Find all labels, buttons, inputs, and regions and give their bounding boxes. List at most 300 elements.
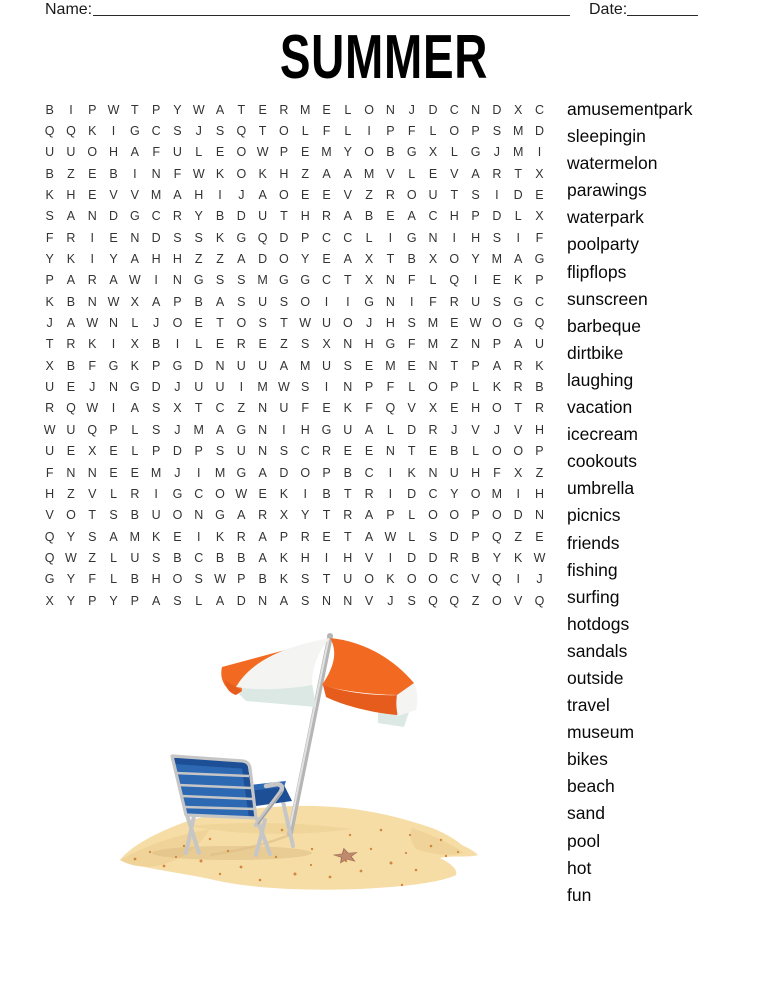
- grid-letter: A: [130, 401, 139, 416]
- grid-letter: B: [130, 508, 139, 523]
- grid-letter: G: [129, 124, 140, 139]
- grid-letter: P: [535, 273, 544, 288]
- grid-letter: W: [86, 316, 99, 331]
- grid-letter: L: [472, 380, 480, 395]
- grid-letter: B: [535, 380, 544, 395]
- grid-letter: F: [429, 294, 437, 309]
- grid-letter: Q: [257, 230, 268, 245]
- grid-letter: D: [492, 102, 502, 117]
- grid-letter: H: [151, 572, 161, 587]
- grid-letter: F: [493, 465, 501, 480]
- grid-letter: D: [449, 529, 459, 544]
- grid-letter: P: [386, 508, 395, 523]
- grid-letter: L: [344, 124, 352, 139]
- grid-letter: J: [365, 316, 373, 331]
- grid-letter: T: [386, 252, 395, 267]
- grid-letter: Y: [66, 529, 76, 544]
- grid-letter: H: [172, 252, 182, 267]
- grid-letter: T: [450, 358, 459, 373]
- grid-letter: I: [324, 294, 329, 309]
- grid-letter: E: [215, 337, 225, 352]
- word-item: pool: [567, 830, 601, 851]
- grid-letter: Q: [449, 593, 460, 608]
- grid-letter: A: [109, 529, 118, 544]
- grid-letter: N: [343, 337, 353, 352]
- grid-letter: M: [214, 465, 226, 480]
- grid-letter: N: [109, 380, 119, 395]
- grid-letter: F: [301, 401, 310, 416]
- grid-letter: H: [109, 145, 119, 160]
- grid-letter: M: [321, 145, 332, 160]
- grid-letter: G: [172, 486, 183, 501]
- grid-letter: B: [407, 252, 416, 267]
- grid-letter: L: [429, 124, 437, 139]
- grid-letter: S: [151, 550, 161, 565]
- grid-letter: L: [514, 209, 522, 224]
- grid-letter: H: [534, 422, 544, 437]
- grid-letter: O: [279, 124, 289, 139]
- grid-letter: T: [216, 316, 224, 331]
- grid-letter: R: [258, 508, 268, 523]
- grid-letter: G: [215, 508, 225, 523]
- grid-letter: G: [385, 337, 396, 352]
- grid-letter: C: [343, 230, 353, 245]
- grid-letter: L: [344, 102, 352, 117]
- word-item: sand: [567, 803, 605, 824]
- grid-letter: O: [492, 316, 502, 331]
- grid-letter: E: [322, 252, 331, 267]
- grid-letter: P: [173, 294, 182, 309]
- grid-letter: N: [343, 593, 353, 608]
- grid-letter: T: [280, 316, 288, 331]
- grid-letter: A: [364, 529, 374, 544]
- grid-letter: N: [321, 593, 332, 608]
- grid-letter: A: [364, 508, 374, 523]
- grid-letter: A: [66, 273, 76, 288]
- grid-letter: A: [66, 209, 76, 224]
- grid-letter: U: [236, 444, 246, 459]
- grid-letter: P: [194, 444, 203, 459]
- grid-letter: H: [534, 486, 544, 501]
- grid-letter: E: [322, 529, 331, 544]
- grid-letter: M: [300, 102, 311, 117]
- grid-letter: G: [534, 252, 545, 267]
- grid-letter: R: [321, 209, 332, 224]
- beach-illustration: [60, 625, 480, 895]
- name-label: Name:: [45, 1, 93, 18]
- grid-letter: I: [388, 486, 393, 501]
- grid-letter: Z: [237, 401, 246, 416]
- grid-letter: A: [66, 316, 76, 331]
- grid-letter: M: [491, 486, 503, 501]
- grid-letter: P: [237, 572, 246, 587]
- grid-letter: G: [236, 422, 247, 437]
- grid-letter: U: [321, 316, 332, 331]
- grid-letter: B: [386, 145, 395, 160]
- grid-letter: U: [258, 209, 268, 224]
- grid-letter: R: [45, 401, 55, 416]
- grid-letter: P: [471, 209, 480, 224]
- grid-letter: I: [196, 465, 201, 480]
- grid-letter: A: [514, 337, 523, 352]
- grid-letter: Z: [67, 166, 75, 181]
- grid-letter: R: [513, 380, 523, 395]
- grid-letter: K: [535, 358, 544, 373]
- grid-letter: O: [236, 145, 247, 160]
- grid-letter: L: [408, 529, 416, 544]
- grid-letter: D: [279, 465, 289, 480]
- grid-letter: Y: [66, 572, 76, 587]
- grid-letter: U: [130, 550, 140, 565]
- grid-letter: R: [87, 273, 97, 288]
- grid-letter: S: [301, 337, 310, 352]
- grid-letter: O: [364, 572, 374, 587]
- grid-letter: K: [514, 550, 523, 565]
- grid-letter: O: [492, 593, 502, 608]
- grid-letter: Z: [67, 486, 75, 501]
- grid-letter: U: [236, 358, 246, 373]
- grid-letter: G: [108, 358, 119, 373]
- grid-letter: P: [109, 422, 118, 437]
- grid-letter: H: [300, 422, 310, 437]
- grid-letter: R: [321, 444, 332, 459]
- grid-letter: Y: [301, 252, 310, 267]
- grid-letter: H: [151, 252, 161, 267]
- grid-letter: M: [129, 529, 141, 544]
- grid-letter: R: [300, 529, 310, 544]
- grid-letter: L: [110, 550, 118, 565]
- grid-letter: A: [364, 422, 374, 437]
- grid-letter: L: [408, 380, 416, 395]
- grid-letter: W: [128, 273, 141, 288]
- grid-letter: B: [173, 550, 182, 565]
- grid-letter: Q: [492, 572, 502, 587]
- grid-letter: G: [193, 273, 204, 288]
- grid-letter: I: [495, 188, 499, 203]
- grid-letter: E: [258, 102, 267, 117]
- beach-scene-svg: [60, 625, 480, 895]
- grid-letter: C: [194, 486, 204, 501]
- grid-letter: Z: [301, 166, 310, 181]
- grid-letter: J: [174, 380, 181, 395]
- grid-letter: Y: [343, 145, 352, 160]
- grid-letter: A: [471, 166, 480, 181]
- grid-letter: H: [364, 337, 374, 352]
- grid-letter: U: [534, 337, 544, 352]
- grid-letter: J: [89, 380, 96, 395]
- grid-letter: E: [258, 486, 267, 501]
- grid-letter: A: [343, 166, 352, 181]
- grid-letter: D: [428, 550, 438, 565]
- grid-letter: S: [492, 124, 502, 139]
- grid-letter: K: [279, 550, 289, 565]
- grid-letter: Y: [450, 486, 459, 501]
- grid-letter: G: [364, 294, 374, 309]
- grid-letter: C: [364, 465, 374, 480]
- grid-letter: S: [492, 230, 502, 245]
- grid-letter: H: [343, 550, 353, 565]
- grid-letter: N: [66, 465, 76, 480]
- grid-letter: A: [258, 529, 267, 544]
- grid-letter: A: [215, 593, 225, 608]
- grid-letter: O: [449, 124, 460, 139]
- grid-letter: Q: [44, 550, 55, 565]
- grid-letter: K: [45, 294, 54, 309]
- grid-letter: Y: [471, 252, 480, 267]
- grid-letter: I: [516, 230, 520, 245]
- grid-letter: I: [473, 273, 478, 288]
- grid-letter: D: [258, 252, 268, 267]
- grid-letter: M: [512, 124, 524, 139]
- grid-letter: M: [363, 166, 375, 181]
- grid-letter: B: [364, 209, 374, 224]
- grid-letter: H: [449, 209, 459, 224]
- grid-letter: D: [407, 550, 417, 565]
- grid-letter: Z: [280, 337, 288, 352]
- grid-letter: V: [109, 188, 118, 203]
- grid-letter: N: [428, 465, 438, 480]
- grid-letter: A: [215, 294, 225, 309]
- grid-letter: N: [172, 273, 182, 288]
- grid-letter: F: [386, 380, 395, 395]
- grid-letter: S: [173, 593, 182, 608]
- grid-letter: A: [151, 593, 161, 608]
- grid-letter: X: [45, 593, 54, 608]
- grid-letter: I: [90, 230, 94, 245]
- grid-letter: O: [492, 401, 502, 416]
- grid-letter: I: [409, 294, 414, 309]
- grid-letter: E: [88, 166, 97, 181]
- grid-letter: J: [493, 422, 500, 437]
- grid-letter: R: [385, 188, 395, 203]
- grid-letter: A: [237, 508, 246, 523]
- grid-letter: R: [343, 508, 353, 523]
- grid-letter: S: [471, 188, 480, 203]
- grid-letter: Q: [385, 401, 396, 416]
- grid-letter: I: [537, 145, 542, 160]
- grid-letter: B: [66, 358, 76, 373]
- word-item: hot: [567, 857, 592, 878]
- grid-letter: Z: [514, 529, 522, 544]
- grid-letter: R: [172, 209, 182, 224]
- grid-letter: S: [215, 444, 225, 459]
- grid-letter: R: [66, 337, 76, 352]
- sand-mound: [120, 806, 478, 890]
- grid-letter: T: [514, 401, 522, 416]
- grid-letter: R: [236, 529, 246, 544]
- grid-letter: F: [322, 124, 331, 139]
- grid-letter: X: [364, 273, 374, 288]
- grid-letter: V: [88, 486, 97, 501]
- grid-letter: F: [45, 230, 54, 245]
- grid-letter: P: [88, 593, 97, 608]
- grid-letter: A: [109, 273, 118, 288]
- grid-letter: G: [44, 572, 55, 587]
- grid-letter: B: [258, 572, 267, 587]
- grid-letter: E: [492, 273, 502, 288]
- grid-letter: Q: [236, 124, 247, 139]
- grid-letter: E: [450, 401, 459, 416]
- grid-letter: M: [427, 316, 439, 331]
- grid-letter: P: [301, 230, 310, 245]
- grid-letter: I: [388, 230, 393, 245]
- grid-letter: G: [129, 380, 140, 395]
- grid-letter: K: [88, 337, 97, 352]
- grid-letter: K: [66, 252, 76, 267]
- grid-letter: I: [90, 252, 94, 267]
- grid-letter: R: [449, 550, 459, 565]
- grid-letter: R: [449, 294, 459, 309]
- grid-letter: K: [407, 465, 416, 480]
- grid-letter: Z: [365, 188, 373, 203]
- grid-letter: P: [279, 529, 289, 544]
- word-item: amusementpark: [567, 99, 693, 119]
- word-item: dirtbike: [567, 342, 624, 363]
- word-item: museum: [567, 722, 635, 743]
- grid-letter: A: [407, 209, 416, 224]
- grid-letter: Z: [471, 593, 480, 608]
- grid-letter: Z: [88, 550, 97, 565]
- grid-letter: H: [471, 465, 481, 480]
- grid-letter: A: [237, 252, 246, 267]
- grid-letter: K: [45, 188, 54, 203]
- grid-letter: L: [195, 337, 203, 352]
- grid-letter: F: [88, 358, 97, 373]
- grid-letter: M: [512, 145, 524, 160]
- grid-letter: Z: [216, 252, 224, 267]
- grid-letter: O: [342, 316, 353, 331]
- grid-letter: K: [130, 358, 139, 373]
- grid-letter: T: [322, 572, 331, 587]
- grid-letter: T: [407, 444, 416, 459]
- grid-letter: J: [451, 422, 458, 437]
- grid-letter: A: [173, 188, 182, 203]
- grid-letter: J: [387, 593, 394, 608]
- grid-letter: U: [151, 508, 161, 523]
- grid-letter: V: [386, 166, 395, 181]
- grid-letter: E: [66, 444, 76, 459]
- grid-letter: E: [450, 316, 459, 331]
- grid-letter: K: [215, 529, 225, 544]
- grid-letter: M: [150, 465, 162, 480]
- grid-letter: Q: [534, 593, 545, 608]
- grid-letter: X: [130, 294, 139, 309]
- grid-letter: O: [449, 508, 460, 523]
- grid-letter: I: [282, 422, 286, 437]
- date-label: Date:: [589, 1, 628, 18]
- grid-letter: A: [279, 358, 289, 373]
- grid-letter: G: [513, 294, 524, 309]
- grid-letter: X: [428, 145, 438, 160]
- grid-letter: D: [492, 209, 502, 224]
- grid-letter: L: [386, 422, 394, 437]
- grid-letter: B: [130, 572, 139, 587]
- grid-letter: E: [386, 209, 395, 224]
- word-item: fun: [567, 884, 592, 905]
- word-item: beach: [567, 776, 615, 797]
- grid-letter: T: [280, 209, 288, 224]
- grid-letter: B: [45, 102, 54, 117]
- grid-letter: N: [151, 166, 161, 181]
- grid-letter: I: [133, 166, 137, 181]
- grid-letter: C: [194, 550, 204, 565]
- word-item: barbeque: [567, 315, 641, 336]
- grid-letter: I: [388, 550, 393, 565]
- grid-letter: Q: [44, 529, 55, 544]
- grid-letter: P: [88, 102, 97, 117]
- word-item: sleepingin: [567, 126, 646, 147]
- grid-letter: P: [151, 358, 161, 373]
- grid-letter: X: [535, 166, 544, 181]
- grid-letter: T: [45, 337, 54, 352]
- grid-letter: R: [364, 486, 374, 501]
- grid-letter: P: [535, 444, 544, 459]
- grid-letter: U: [471, 294, 481, 309]
- grid-letter: G: [406, 145, 417, 160]
- grid-letter: H: [300, 550, 310, 565]
- word-list: [567, 96, 692, 909]
- grid-letter: N: [258, 422, 268, 437]
- grid-letter: J: [153, 316, 160, 331]
- grid-letter: P: [471, 124, 480, 139]
- grid-letter: G: [279, 273, 289, 288]
- grid-letter: T: [322, 508, 331, 523]
- grid-letter: L: [110, 486, 118, 501]
- grid-letter: U: [172, 145, 182, 160]
- grid-letter: C: [321, 273, 332, 288]
- grid-letter: C: [151, 124, 161, 139]
- grid-letter: W: [107, 294, 120, 309]
- grid-letter: O: [236, 166, 247, 181]
- grid-letter: C: [300, 444, 310, 459]
- grid-letter: E: [109, 444, 118, 459]
- grid-letter: S: [258, 316, 267, 331]
- grid-letter: Y: [109, 252, 118, 267]
- grid-letter: T: [237, 102, 246, 117]
- grid-letter: U: [66, 422, 76, 437]
- grid-letter: K: [386, 572, 395, 587]
- grid-letter: S: [45, 209, 54, 224]
- word-item: poolparty: [567, 234, 639, 255]
- grid-letter: N: [385, 273, 395, 288]
- grid-letter: R: [66, 230, 76, 245]
- grid-letter: H: [194, 188, 204, 203]
- grid-letter: O: [492, 508, 502, 523]
- grid-letter: N: [130, 230, 140, 245]
- grid-letter: S: [237, 273, 246, 288]
- grid-letter: A: [258, 550, 267, 565]
- puzzle-title: SUMMER: [279, 23, 489, 92]
- grid-letter: U: [258, 358, 268, 373]
- grid-letter: S: [407, 316, 416, 331]
- grid-letter: B: [151, 337, 161, 352]
- grid-letter: Q: [428, 593, 438, 608]
- grid-letter: W: [43, 422, 56, 437]
- grid-letter: D: [534, 124, 544, 139]
- word-item: surfing: [567, 586, 620, 607]
- grid-letter: P: [471, 529, 480, 544]
- grid-letter: Q: [66, 401, 76, 416]
- word-item: vacation: [567, 397, 633, 418]
- grid-letter: E: [109, 465, 118, 480]
- grid-letter: X: [535, 209, 544, 224]
- grid-letter: D: [151, 230, 161, 245]
- grid-letter: E: [428, 444, 438, 459]
- grid-letter: N: [87, 294, 97, 309]
- grid-letter: Y: [194, 209, 203, 224]
- grid-letter: X: [45, 358, 54, 373]
- grid-letter: J: [536, 572, 543, 587]
